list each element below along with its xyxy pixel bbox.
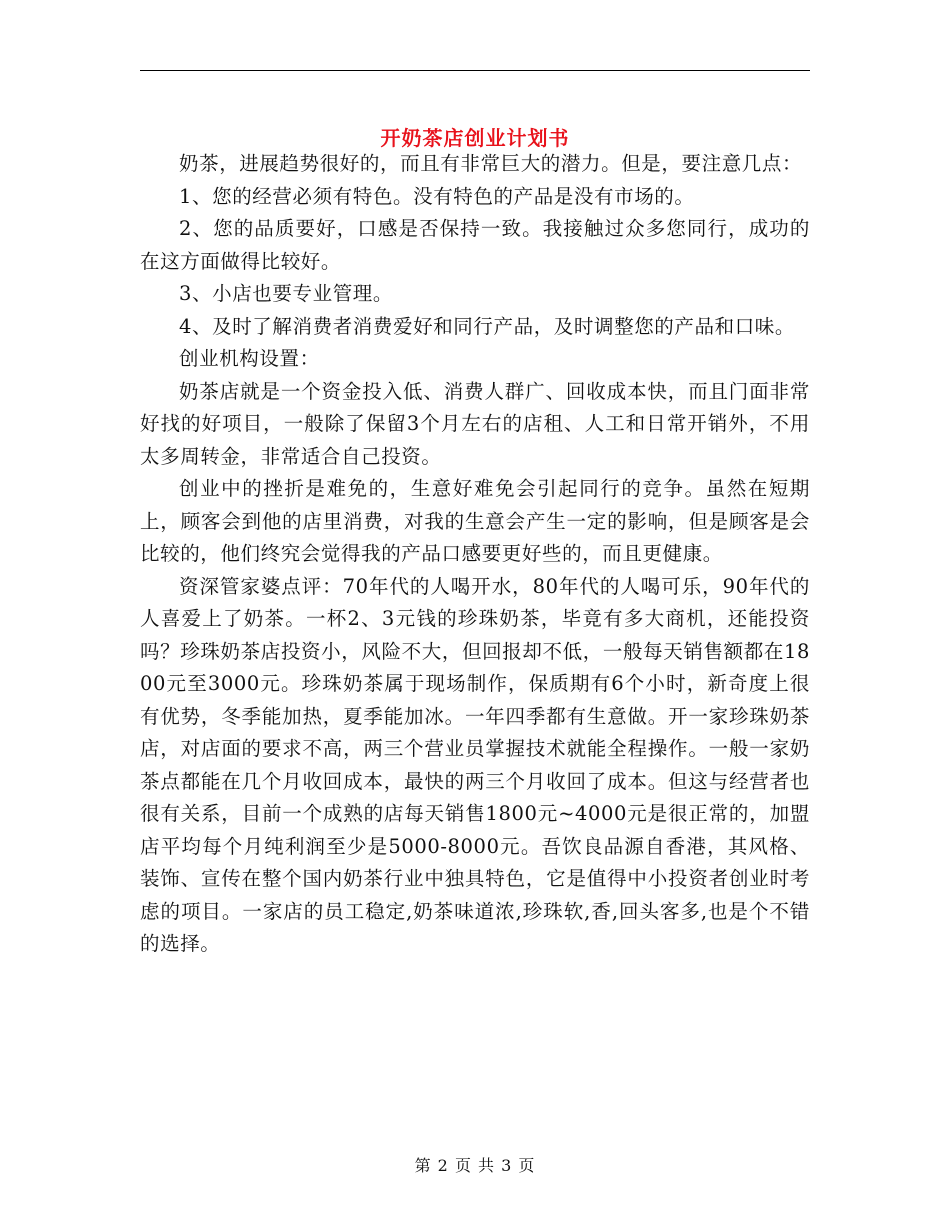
page-number: 第 2 页 共 3 页 xyxy=(414,1156,536,1175)
point-2-paragraph: 2、您的品质要好，口感是否保持一致。我接触过众多您同行，成功的在这方面做得比较好。 xyxy=(140,217,810,273)
review-paragraph: 资深管家婆点评：70年代的人喝开水，80年代的人喝可乐，90年代的人喜爱上了奶茶。一杯2、3元钱的珍珠奶茶，毕竟有多大商机，还能投资吗？珍珠奶茶店投资小，风险不大，但回报却不低，一般每天销售额都在1800元至3000元。珍珠奶茶属于现场制作，保质期有6个小时，新奇度上很有优势，冬季能加热，夏季能加冰。一年四季都有生意做。开一家珍珠奶茶店，对店面的要求不高，两三个营业员掌握技术就能全程操作。一般一家奶茶点都能在几个月收回成本，最快的两三个月收回了成本。但这与经营者也很有关系，目前一个成熟的店每天销售1800元~4000元是很正常的，加盟店平均每个月纯利润至少是5000-8000元。吾饮良品源自香港，其风格、装饰、宣传在整个国内奶茶行业中独具特色，它是值得中小投资者创业时考虑的项目。一家店的员工稳定,奶茶味道浓,珍珠软,香,回头客多,也是个不错的选择。 xyxy=(140,574,810,955)
point-3-paragraph: 3、小店也要专业管理。 xyxy=(179,282,394,305)
body-paragraph: 奶茶店就是一个资金投入低、消费人群广、回收成本快，而且门面非常好找的好项目，一般除了保留3个月左右的店租、人工和日常开销外，不用太多周转金，非常适合自己投资。 xyxy=(140,379,810,468)
section-heading: 创业机构设置： xyxy=(179,347,320,370)
body-paragraph: 创业中的挫折是难免的，生意好难免会引起同行的竞争。虽然在短期上，顾客会到他的店里消费，对我的生意会产生一定的影响，但是顾客是会比较的，他们终究会觉得我的产品口感要更好些的，而且更健康。 xyxy=(140,477,810,565)
header-rule xyxy=(140,70,810,71)
point-4-paragraph: 4、及时了解消费者消费爱好和同行产品，及时调整您的产品和口味。 xyxy=(179,314,796,338)
intro-paragraph: 奶茶，进展趋势很好的，而且有非常巨大的潜力。但是，要注意几点： xyxy=(179,152,803,175)
point-1-paragraph: 1、您的经营必须有特色。没有特色的产品是没有市场的。 xyxy=(179,184,695,208)
document-title: 开奶茶店创业计划书 xyxy=(380,126,570,151)
document-body xyxy=(140,148,810,961)
